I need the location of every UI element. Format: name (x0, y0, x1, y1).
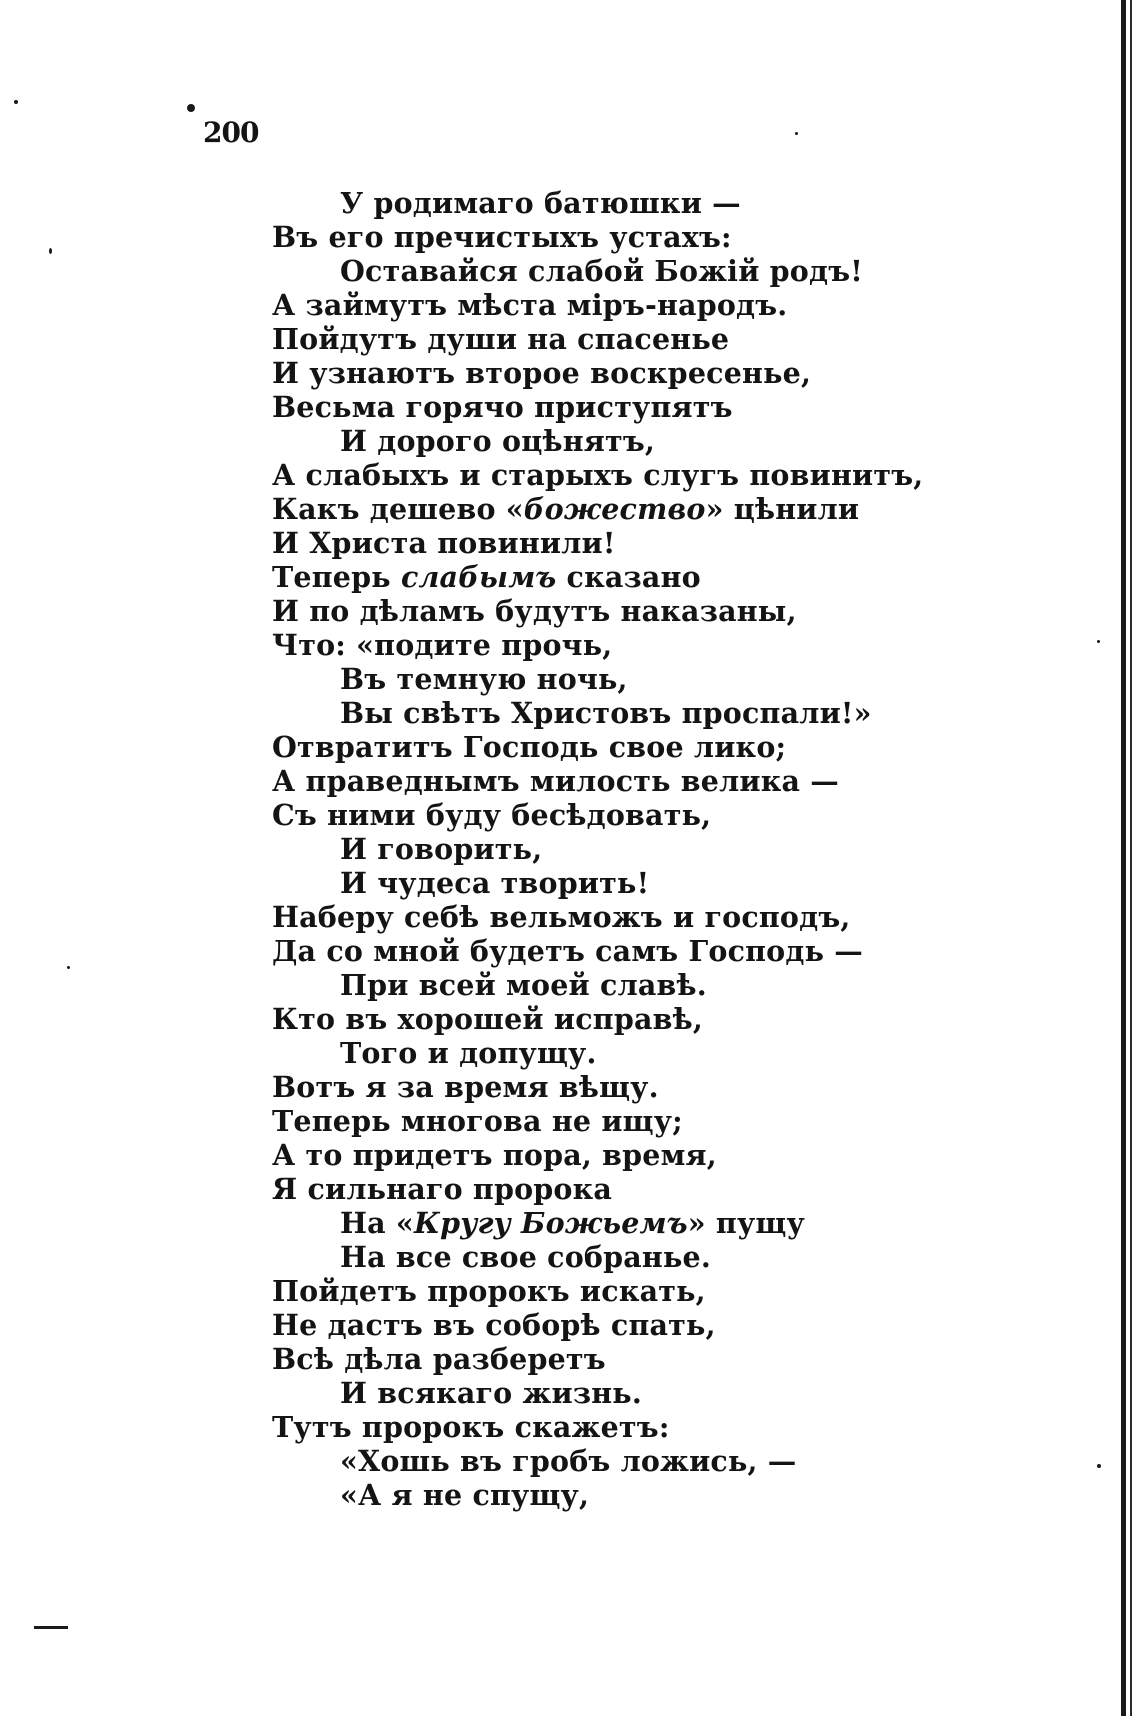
poem-line: И чудеса творить! (340, 866, 650, 900)
poem-line: И узнаютъ второе воскресенье, (272, 356, 812, 390)
poem-text (272, 186, 1092, 1512)
poem-line: На все свое собранье. (340, 1240, 711, 1274)
poem-line: И говорить, (340, 832, 543, 866)
poem-line: Весьма горячо приступятъ (272, 390, 733, 424)
poem-line: Въ темную ночь, (340, 662, 628, 696)
ink-speck (67, 966, 70, 969)
poem-line: Какъ дешево «божество» цѣнили (272, 492, 860, 526)
poem-line: И по дѣламъ будутъ наказаны, (272, 594, 797, 628)
poem-line: Вы свѣтъ Христовъ проспали!» (340, 696, 872, 730)
poem-line: Въ его пречистыхъ устахъ: (272, 220, 732, 254)
page-edge-rule-thin (1130, 0, 1132, 1716)
poem-line: Оставайся слабой Божій родъ! (340, 254, 863, 288)
poem-line: Да со мной будетъ самъ Господь — (272, 934, 863, 968)
poem-line: И Христа повинили! (272, 526, 616, 560)
poem-line: И дорого оцѣнятъ, (340, 424, 656, 458)
poem-line: Пойдутъ души на спасенье (272, 322, 730, 356)
ink-speck (49, 248, 52, 254)
margin-dash (34, 1626, 68, 1629)
ink-speck (1097, 640, 1100, 643)
poem-line: Съ ними буду бесѣдовать, (272, 798, 712, 832)
poem-line: Всѣ дѣла разберетъ (272, 1342, 606, 1376)
poem-line: Кто въ хорошей исправѣ, (272, 1002, 703, 1036)
poem-line: Наберу себѣ вельможъ и господъ, (272, 900, 851, 934)
poem-line: А праведнымъ милость велика — (272, 764, 840, 798)
poem-line: Вотъ я за время вѣщу. (272, 1070, 659, 1104)
page-number: 200 (203, 116, 259, 149)
poem-line: Теперь слабымъ сказано (272, 560, 701, 594)
poem-line: «Хошь въ гробъ ложись, — (340, 1444, 797, 1478)
poem-line: Не дастъ въ соборѣ спать, (272, 1308, 716, 1342)
poem-line: На «Кругу Божьемъ» пущу (340, 1206, 805, 1240)
poem-line: Что: «подите прочь, (272, 628, 613, 662)
poem-line: И всякаго жизнь. (340, 1376, 642, 1410)
poem-line: Отвратитъ Господь свое лико; (272, 730, 787, 764)
poem-line: Тутъ пророкъ скажетъ: (272, 1410, 670, 1444)
poem-line: А займутъ мѣста міръ-народъ. (272, 288, 788, 322)
poem-line: При всей моей славѣ. (340, 968, 707, 1002)
ink-speck (1097, 1464, 1101, 1468)
poem-line: Теперь многова не ищу; (272, 1104, 683, 1138)
poem-line: Я сильнаго пророка (272, 1172, 613, 1206)
ink-speck (14, 100, 18, 104)
poem-line: Пойдетъ пророкъ искать, (272, 1274, 706, 1308)
page-edge-rule (1121, 0, 1126, 1716)
poem-line: А слабыхъ и старыхъ слугъ повинитъ, (272, 458, 924, 492)
ink-speck (795, 132, 798, 135)
ink-speck (187, 104, 195, 112)
poem-line: А то придетъ пора, время, (272, 1138, 717, 1172)
poem-line: У родимаго батюшки — (340, 186, 741, 220)
poem-line: «А я не спущу, (340, 1478, 590, 1512)
poem-line: Того и допущу. (340, 1036, 597, 1070)
